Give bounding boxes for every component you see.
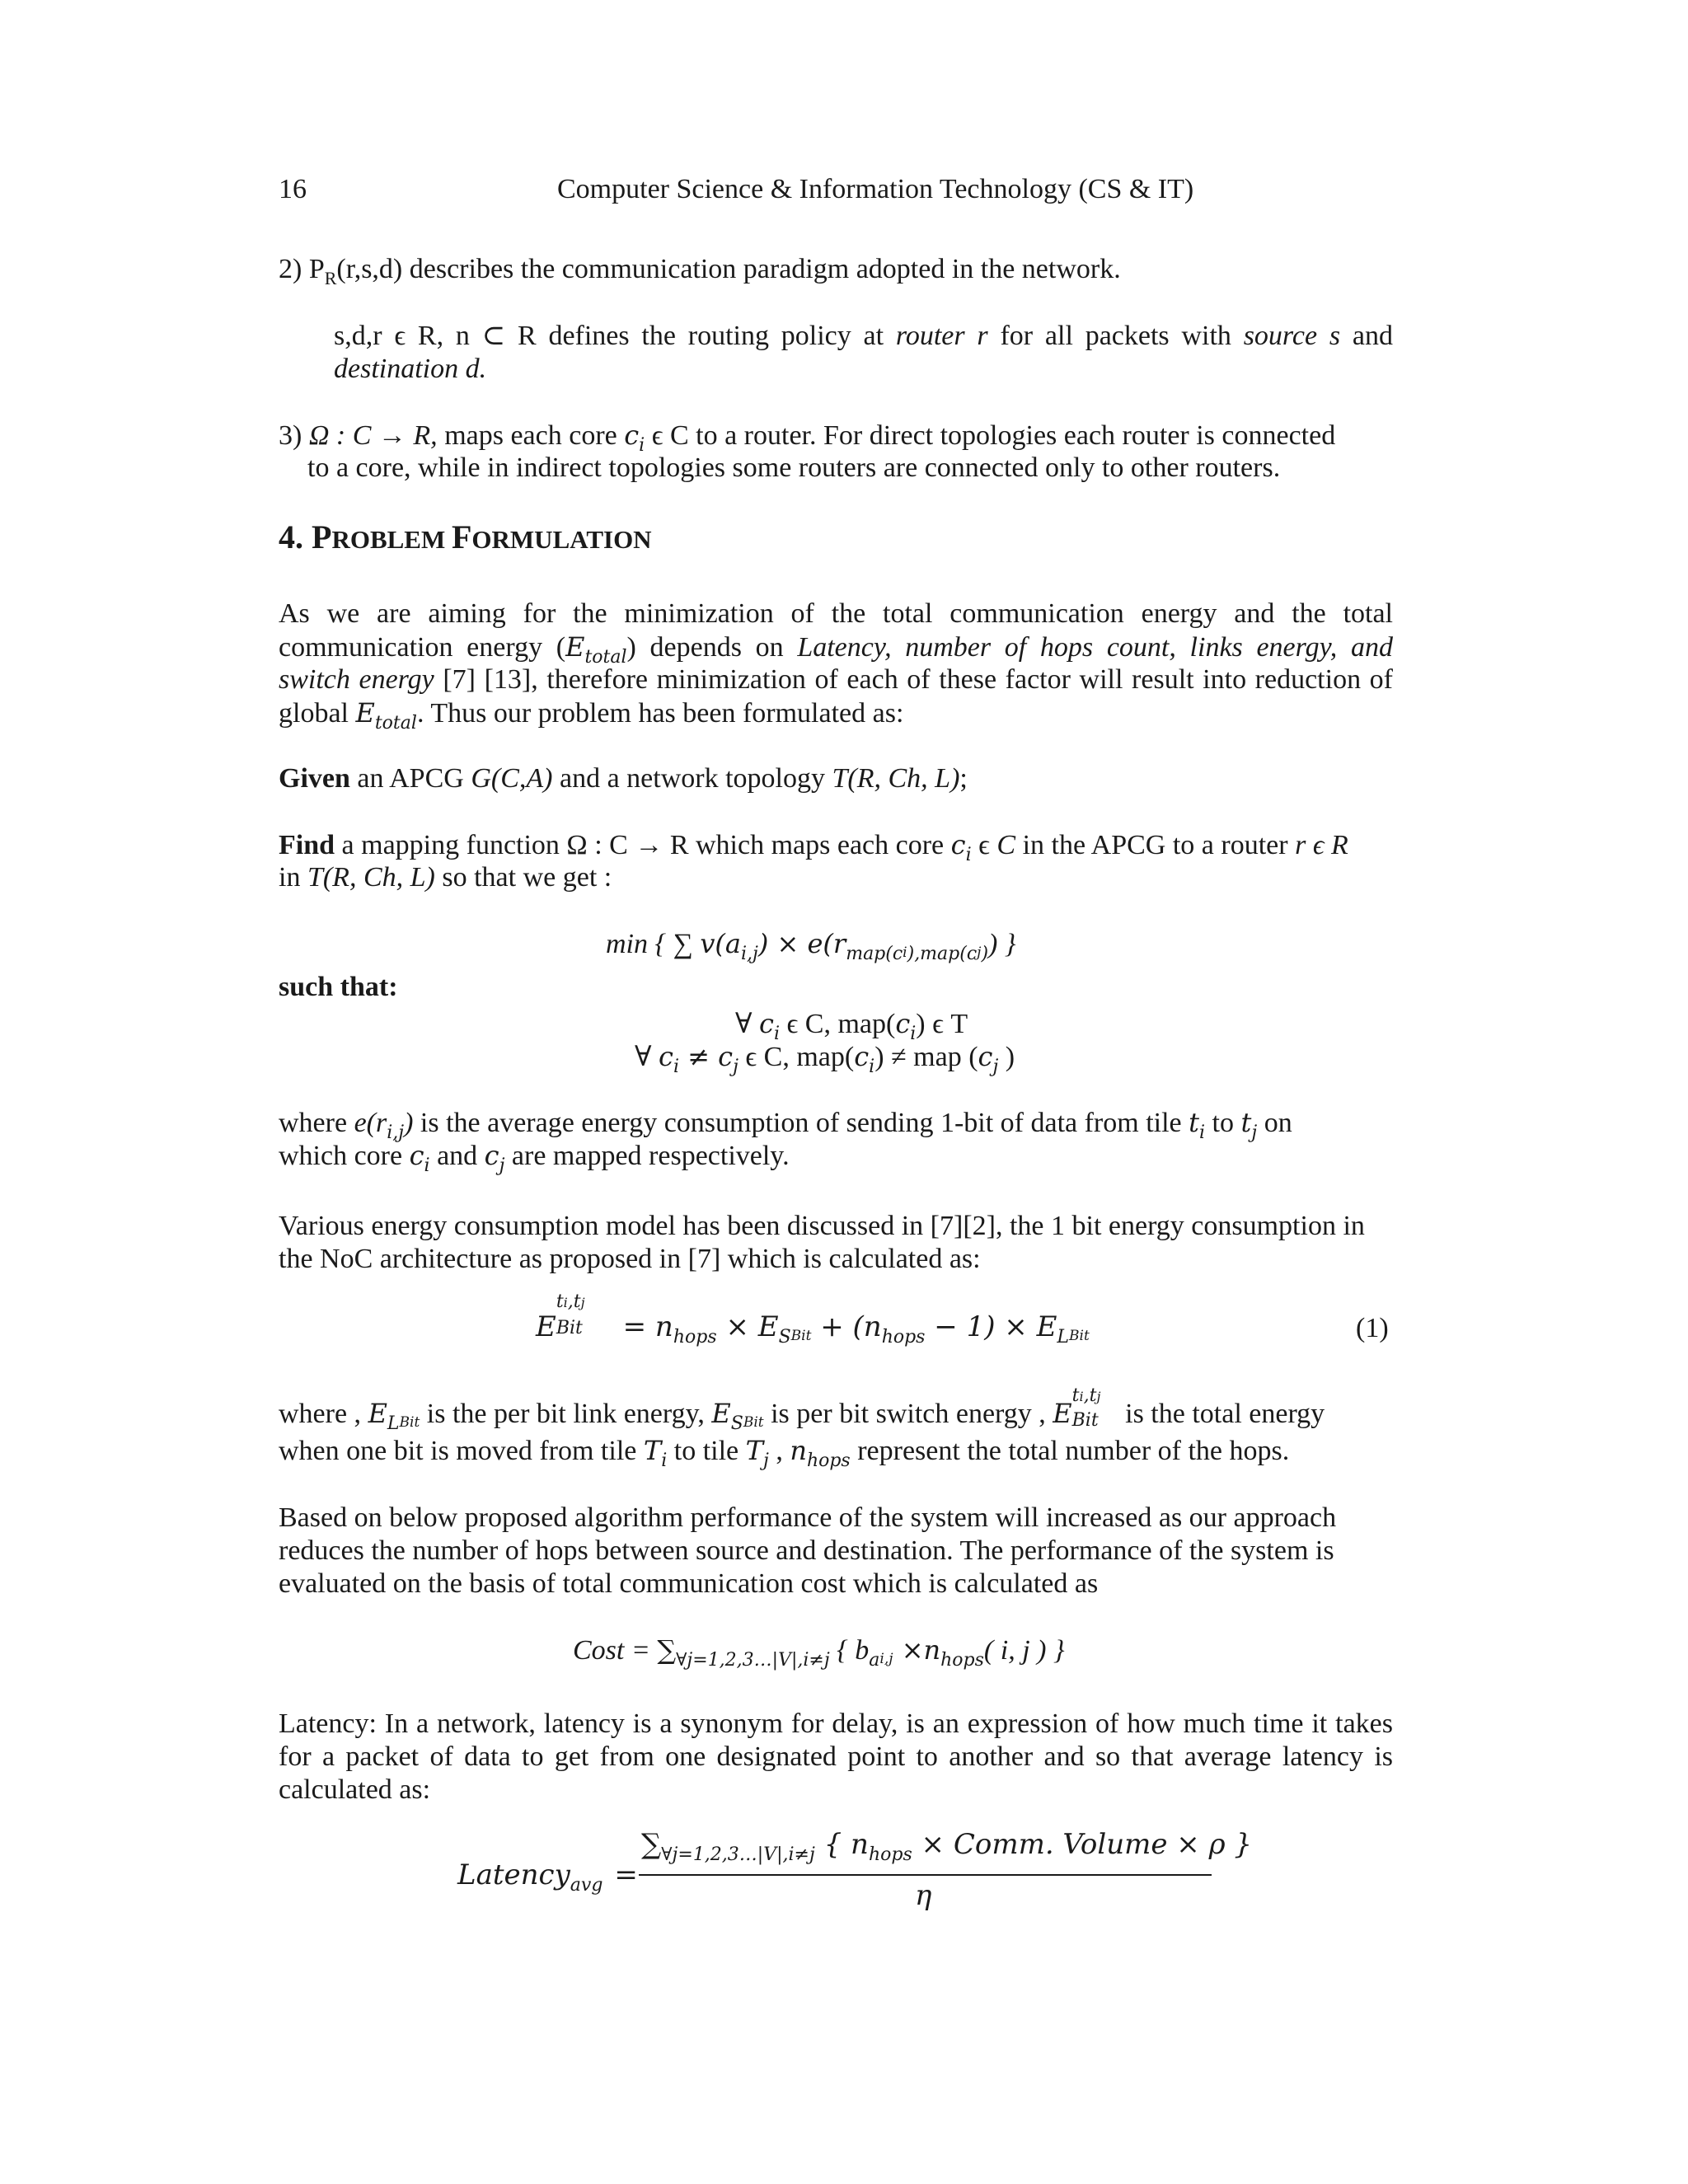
para3-line1: Based on below proposed algorithm performance of the system will increased as our approach [279, 1502, 1337, 1533]
where-energy-line1: where $e(r_{i,j})$ is the average energy consumption of sending 1-bit of data from tile $t_i$ to $t_j$ on [279, 1107, 1292, 1143]
latency-numerator: ∑∀j=1,2,3…|V|,i≠j { nhops × Comm. Volume × ρ } [641, 1828, 1252, 1865]
page-number: 16 [279, 174, 307, 204]
running-header: Computer Science & Information Technology (CS & IT) [557, 174, 1194, 204]
section-heading: 4. PROBLEM FORMULATION [279, 518, 652, 555]
para1-line4: global $E_{total}$. Thus our problem has been formulated as: [279, 697, 904, 733]
para4-line2: for a packet of data to get from one designated point to another and so that average latency is [279, 1741, 1393, 1772]
para3-line3: evaluated on the basis of total communication cost which is calculated as [279, 1568, 1099, 1599]
latency-lhs: Latencyavg = [457, 1858, 638, 1896]
item-3-line1: 3) Ω : C → R, maps each core $c_i$ ϵ C to a router. For direct topologies each router is connected [279, 419, 1336, 456]
fraction-bar [639, 1874, 1212, 1876]
find-line2: in T(R, Ch, L) so that we get : [279, 862, 612, 893]
cost-equation: Cost = $\sum_{\forall j=1,2,3\dots|V|,i\ne j}$ { $b_ai,j \times n_{hops}$( i, j ) } [573, 1634, 1065, 1671]
latency-denominator: η [915, 1879, 932, 1912]
constraint-2: ∀ $c_i \ne c_j$ ϵ C, $map(c_i)$ ≠ map ($c_j$ ) [635, 1041, 1015, 1077]
find-line1: Find a mapping function Ω : C → R which maps each core $c_i$ ϵ C in the APCG to a router r ϵ R [279, 829, 1348, 865]
where-link-line2: when one bit is moved from tile $T_i$ to tile $T_j$ , $n_{hops}$ represent the total number of the hops. [279, 1435, 1290, 1471]
item-2: 2) $P_R(r,s,d)$ describes the communication paradigm adopted in the network. [279, 254, 1121, 288]
para4-line1: Latency: In a network, latency is a synonym for delay, is an expression of how much time it takes [279, 1708, 1393, 1739]
para2-line2: the NoC architecture as proposed in [7] which is calculated as: [279, 1244, 981, 1274]
equation-1-label: (1) [1356, 1313, 1389, 1343]
para2-line1: Various energy consumption model has been discussed in [7][2], the 1 bit energy consumption in [279, 1211, 1365, 1241]
para4-line3: calculated as: [279, 1774, 431, 1805]
routing-policy-line2: destination d. [334, 354, 487, 384]
such-that-label: such that: [279, 972, 398, 1002]
given-statement: Given an APCG G(C,A) and a network topology T(R, Ch, L); [279, 763, 968, 794]
para1-line1: As we are aiming for the minimization of the total communication energy and the total [279, 598, 1393, 629]
where-link-line1: where , $E_LBit$ is the per bit link energy, $E_SBit$ is per bit switch energy , E ti,tj Bit is the total energy [279, 1385, 1325, 1434]
para1-line2: communication energy $(E_{total})$ depends on Latency, number of hops count, links energy, and [279, 631, 1393, 668]
routing-policy-line1: s,d,r ϵ R, n ⊂ R defines the routing policy at router r for all packets with source s and [334, 321, 1393, 351]
where-energy-line2: which core $c_i$ and $c_j$ are mapped respectively. [279, 1140, 790, 1176]
item-3-line2: to a core, while in indirect topologies some routers are connected only to other routers. [307, 452, 1281, 483]
constraint-1: ∀ $c_i$ ϵ C, $map(c_i)$ ϵ T [735, 1008, 968, 1044]
para3-line2: reduces the number of hops between source and destination. The performance of the system is [279, 1535, 1334, 1566]
objective-function: min { ∑ $v(a_{i,j}) \times e(r_{map(c}i_{),map(c}j_))$ } [606, 928, 1016, 964]
para1-line3: switch energy [7] [13], therefore minimization of each of these factor will result into reduction of [279, 664, 1393, 695]
equation-1: E ti,tj Bit = nhops × ESBit + (nhops − 1) × ELBit [536, 1291, 1090, 1347]
